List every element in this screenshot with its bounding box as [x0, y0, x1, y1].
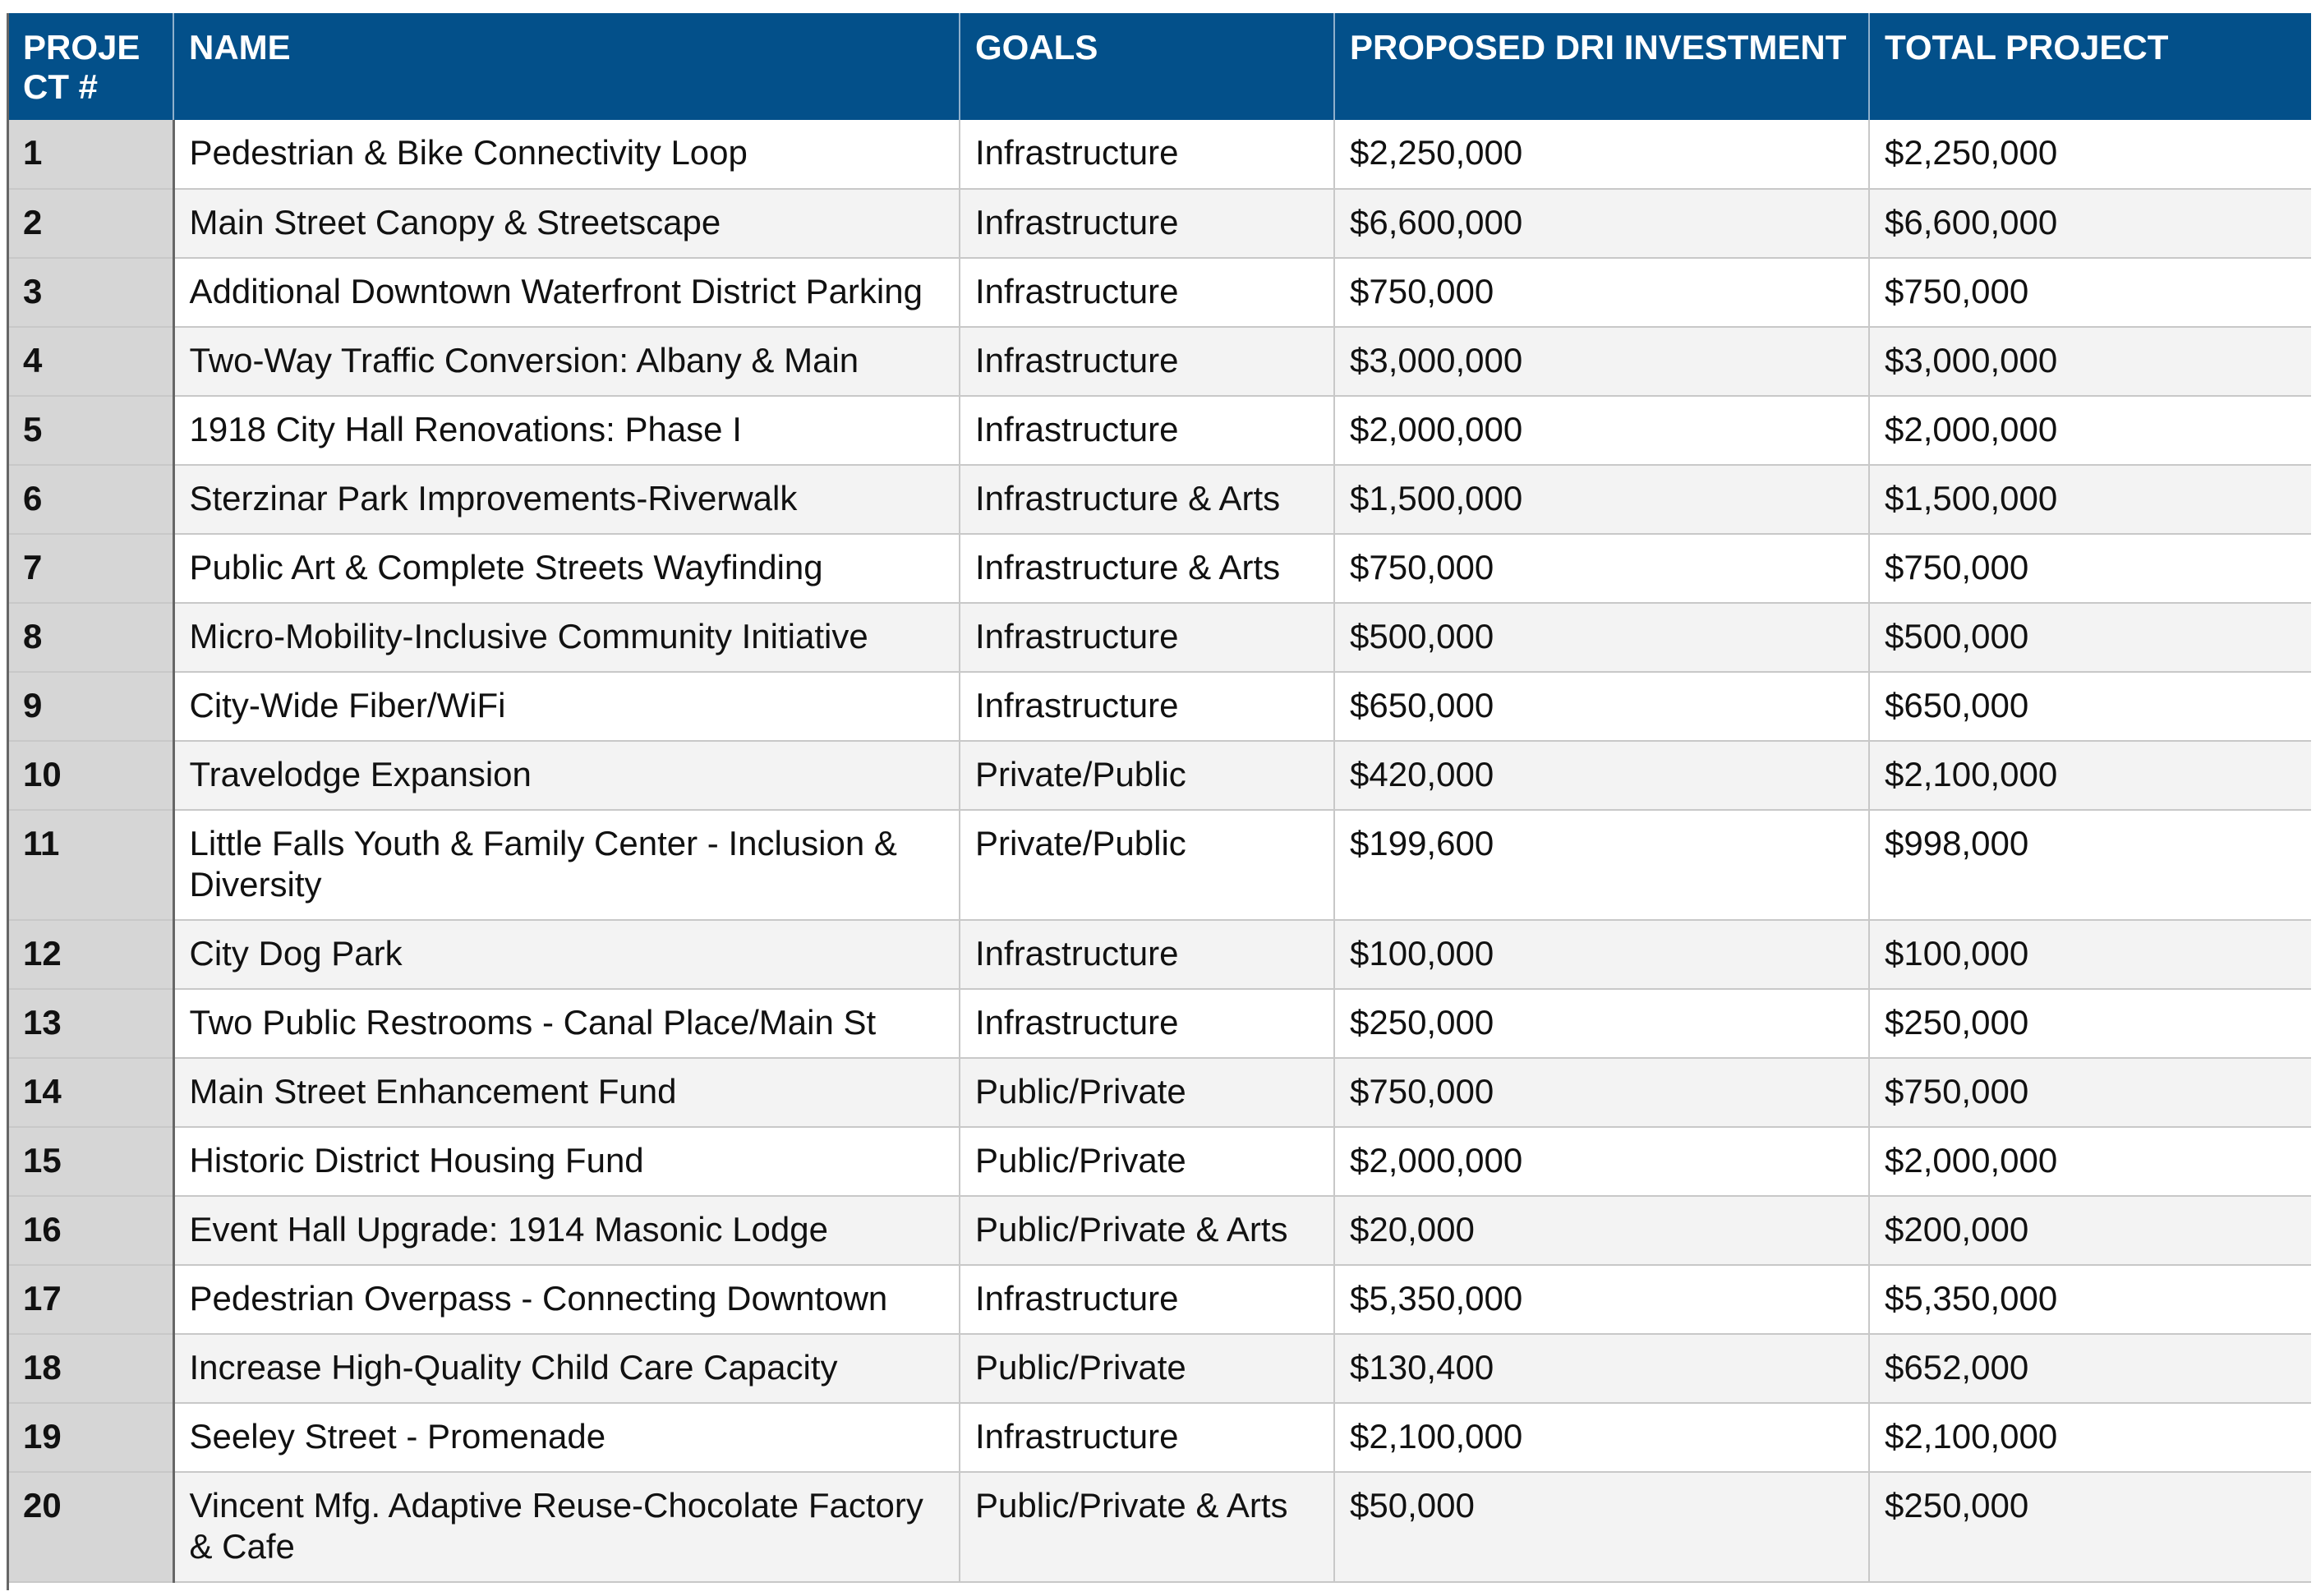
table-row: [7, 1334, 2311, 1403]
project-total-cell: $2,250,000: [1869, 120, 2311, 189]
project-dri-cell: $750,000: [1334, 258, 1869, 327]
table-row: [7, 920, 2311, 989]
project-goals-cell: Private/Public: [960, 741, 1334, 810]
project-number-cell: 11: [7, 810, 173, 920]
project-goals-cell: Infrastructure: [960, 1265, 1334, 1334]
project-dri-cell: $199,600: [1334, 810, 1869, 920]
project-goals-cell: Public/Private & Arts: [960, 1196, 1334, 1265]
project-name-cell: City-Wide Fiber/WiFi: [173, 672, 960, 741]
table-row: [7, 1403, 2311, 1472]
project-name-cell: Main Street Enhancement Fund: [173, 1058, 960, 1127]
project-goals-cell: Infrastructure: [960, 327, 1334, 396]
project-name-cell: Seeley Street - Promenade: [173, 1403, 960, 1472]
project-name-cell: Travelodge Expansion: [173, 741, 960, 810]
project-dri-cell: $750,000: [1334, 1058, 1869, 1127]
project-goals-cell: Infrastructure & Arts: [960, 465, 1334, 534]
project-number-cell: 13: [7, 989, 173, 1058]
table-row: [7, 120, 2311, 189]
header-goals: GOALS: [960, 13, 1334, 120]
project-goals-cell: Public/Private & Arts: [960, 1472, 1334, 1582]
project-dri-cell: $6,600,000: [1334, 189, 1869, 258]
project-dri-cell: $130,400: [1334, 1334, 1869, 1403]
project-total-cell: $652,000: [1869, 1334, 2311, 1403]
project-name-cell: Two-Way Traffic Conversion: Albany & Main: [173, 327, 960, 396]
project-name-cell: Vincent Mfg. Adaptive Reuse-Chocolate Factory & Cafe: [173, 1472, 960, 1582]
project-name-cell: 1918 City Hall Renovations: Phase I: [173, 396, 960, 465]
project-goals-cell: Private/Public: [960, 810, 1334, 920]
table-row: [7, 534, 2311, 603]
project-dri-cell: $650,000: [1334, 672, 1869, 741]
project-dri-cell: $50,000: [1334, 1472, 1869, 1582]
project-dri-cell: $20,000: [1334, 1196, 1869, 1265]
project-dri-cell: $500,000: [1334, 603, 1869, 672]
header-total-project: TOTAL PROJECT: [1869, 13, 2311, 120]
project-name-cell: Pedestrian & Bike Connectivity Loop: [173, 120, 960, 189]
project-total-cell: $998,000: [1869, 810, 2311, 920]
project-dri-cell: $1,500,000: [1334, 465, 1869, 534]
project-number-cell: 19: [7, 1403, 173, 1472]
project-goals-cell: Infrastructure: [960, 603, 1334, 672]
project-number-cell: 3: [7, 258, 173, 327]
header-row: [7, 13, 2311, 120]
project-dri-cell: $750,000: [1334, 534, 1869, 603]
project-number-cell: 5: [7, 396, 173, 465]
project-goals-cell: Infrastructure: [960, 920, 1334, 989]
project-dri-cell: $2,000,000: [1334, 396, 1869, 465]
table-row: [7, 810, 2311, 920]
project-dri-cell: $3,000,000: [1334, 327, 1869, 396]
table-row: [7, 1265, 2311, 1334]
project-total-cell: $2,000,000: [1869, 396, 2311, 465]
project-number-cell: 14: [7, 1058, 173, 1127]
project-goals-cell: Infrastructure: [960, 672, 1334, 741]
project-number-cell: 20: [7, 1472, 173, 1582]
project-dri-cell: $2,100,000: [1334, 1403, 1869, 1472]
project-number-cell: 4: [7, 327, 173, 396]
project-name-cell: Pedestrian Overpass - Connecting Downtown: [173, 1265, 960, 1334]
project-number-cell: 16: [7, 1196, 173, 1265]
project-number-cell: 15: [7, 1127, 173, 1196]
table-row: [7, 327, 2311, 396]
project-total-cell: $650,000: [1869, 672, 2311, 741]
project-goals-cell: Infrastructure: [960, 120, 1334, 189]
project-goals-cell: Infrastructure: [960, 258, 1334, 327]
project-number-cell: 2: [7, 189, 173, 258]
table-header: [7, 13, 2311, 120]
project-goals-cell: Public/Private: [960, 1058, 1334, 1127]
project-number-cell: 17: [7, 1265, 173, 1334]
project-name-cell: Increase High-Quality Child Care Capacity: [173, 1334, 960, 1403]
project-dri-cell: $100,000: [1334, 920, 1869, 989]
table-row: [7, 396, 2311, 465]
project-goals-cell: Public/Private: [960, 1334, 1334, 1403]
project-total-cell: $750,000: [1869, 258, 2311, 327]
project-total-cell: $5,350,000: [1869, 1265, 2311, 1334]
project-name-cell: Historic District Housing Fund: [173, 1127, 960, 1196]
project-goals-cell: Infrastructure: [960, 396, 1334, 465]
project-dri-cell: $250,000: [1334, 989, 1869, 1058]
project-total-cell: $2,000,000: [1869, 1127, 2311, 1196]
table-body: [7, 120, 2311, 1582]
project-total-cell: $2,100,000: [1869, 741, 2311, 810]
table-row: [7, 258, 2311, 327]
project-number-cell: 18: [7, 1334, 173, 1403]
project-number-cell: 6: [7, 465, 173, 534]
project-total-cell: $750,000: [1869, 1058, 2311, 1127]
project-total-cell: $250,000: [1869, 1472, 2311, 1582]
project-goals-cell: Infrastructure: [960, 989, 1334, 1058]
project-name-cell: Public Art & Complete Streets Wayfinding: [173, 534, 960, 603]
project-total-cell: $2,100,000: [1869, 1403, 2311, 1472]
table-row: [7, 603, 2311, 672]
project-dri-cell: $420,000: [1334, 741, 1869, 810]
project-name-cell: Additional Downtown Waterfront District Parking: [173, 258, 960, 327]
project-total-cell: $750,000: [1869, 534, 2311, 603]
table-row: [7, 989, 2311, 1058]
project-name-cell: Two Public Restrooms - Canal Place/Main St: [173, 989, 960, 1058]
table-row: [7, 465, 2311, 534]
header-proposed-dri-investment: PROPOSED DRI INVESTMENT: [1334, 13, 1869, 120]
project-dri-cell: $5,350,000: [1334, 1265, 1869, 1334]
table-row: [7, 1196, 2311, 1265]
project-name-cell: Little Falls Youth & Family Center - Inclusion & Diversity: [173, 810, 960, 920]
table-row: [7, 1058, 2311, 1127]
table-row: [7, 672, 2311, 741]
project-name-cell: Event Hall Upgrade: 1914 Masonic Lodge: [173, 1196, 960, 1265]
project-total-cell: $500,000: [1869, 603, 2311, 672]
project-name-cell: Sterzinar Park Improvements-Riverwalk: [173, 465, 960, 534]
project-dri-cell: $2,250,000: [1334, 120, 1869, 189]
project-name-cell: Main Street Canopy & Streetscape: [173, 189, 960, 258]
project-goals-cell: Public/Private: [960, 1127, 1334, 1196]
project-total-cell: $100,000: [1869, 920, 2311, 989]
table-row: [7, 1127, 2311, 1196]
project-table-container: [7, 13, 2311, 1583]
project-total-cell: $200,000: [1869, 1196, 2311, 1265]
project-goals-cell: Infrastructure & Arts: [960, 534, 1334, 603]
table-row: [7, 741, 2311, 810]
project-total-cell: $1,500,000: [1869, 465, 2311, 534]
header-project-number: PROJECT #: [7, 13, 173, 120]
project-goals-cell: Infrastructure: [960, 1403, 1334, 1472]
table-left-border: [7, 13, 9, 1590]
project-number-cell: 10: [7, 741, 173, 810]
project-number-cell: 9: [7, 672, 173, 741]
project-name-cell: City Dog Park: [173, 920, 960, 989]
project-number-cell: 1: [7, 120, 173, 189]
project-dri-cell: $2,000,000: [1334, 1127, 1869, 1196]
project-number-cell: 7: [7, 534, 173, 603]
project-table: [7, 13, 2311, 1583]
table-row: [7, 1472, 2311, 1582]
project-number-cell: 12: [7, 920, 173, 989]
project-total-cell: $250,000: [1869, 989, 2311, 1058]
project-name-cell: Micro-Mobility-Inclusive Community Initiative: [173, 603, 960, 672]
project-number-cell: 8: [7, 603, 173, 672]
project-goals-cell: Infrastructure: [960, 189, 1334, 258]
header-name: NAME: [173, 13, 960, 120]
project-total-cell: $6,600,000: [1869, 189, 2311, 258]
project-total-cell: $3,000,000: [1869, 327, 2311, 396]
table-row: [7, 189, 2311, 258]
